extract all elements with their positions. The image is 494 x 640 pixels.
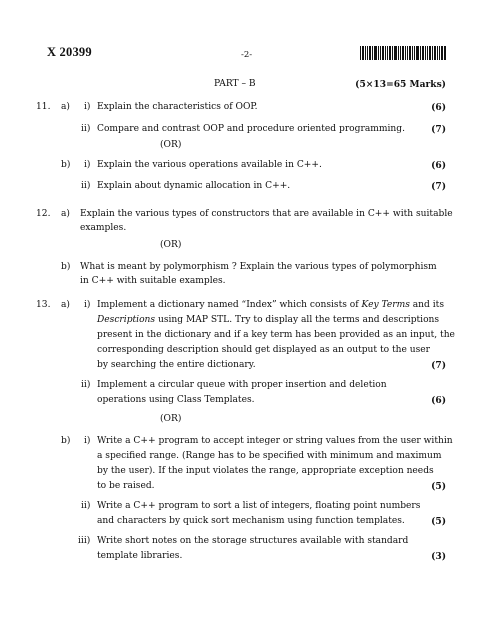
part-marks: (5×13=65 Marks): [355, 79, 446, 90]
q13-b-i-label: i): [84, 436, 91, 446]
q11-a-i-label: i): [84, 102, 91, 112]
q11-b-ii-marks: (7): [431, 181, 446, 192]
q12-or: (OR): [160, 240, 182, 250]
q13-b-label: b): [61, 436, 71, 446]
q12-number: 12.: [36, 209, 51, 219]
q11-or: (OR): [160, 140, 182, 150]
q12-a-line: examples.: [80, 223, 127, 233]
q11-b-i-text: Explain the various operations available in C++.: [97, 160, 322, 170]
q13-a-i-line: present in the dictionary and if a key term has been provided as an input, the: [97, 330, 455, 340]
q11-number: 11.: [36, 102, 51, 112]
q13-a-ii-line: Implement a circular queue with proper insertion and deletion: [97, 380, 387, 390]
q12-a-label: a): [61, 209, 70, 219]
q11-b-ii-label: ii): [81, 181, 91, 191]
q12-b-label: b): [61, 262, 71, 272]
q11-a-i-marks: (6): [431, 102, 446, 113]
q13-a-i-line: corresponding description should get displayed as an output to the user: [97, 345, 431, 355]
page-number: -2-: [241, 50, 253, 60]
q13-b-i-line: Write a C++ program to accept integer or string values from the user within: [97, 436, 453, 446]
q12-b-line: in C++ with suitable examples.: [80, 276, 226, 286]
q11-a-i-text: Explain the characteristics of OOP.: [97, 102, 258, 112]
q11-b-ii-text: Explain about dynamic allocation in C++.: [97, 181, 291, 191]
q11-b-i-marks: (6): [431, 160, 446, 171]
q11-a-ii-marks: (7): [431, 124, 446, 135]
q13-b-iii-line: Write short notes on the storage structures available with standard: [97, 536, 409, 546]
q13-a-ii-marks: (6): [431, 395, 446, 406]
q13-b-iii-label: iii): [78, 536, 91, 546]
q13-b-i-line: to be raised.: [97, 481, 155, 491]
q13-b-i-line: a specified range. (Range has to be specified with minimum and maximum: [97, 451, 442, 461]
q13-a-ii-line: operations using Class Templates.: [97, 395, 255, 405]
q11-b-label: b): [61, 160, 71, 170]
q13-b-ii-label: ii): [81, 501, 91, 511]
q12-b-line: What is meant by polymorphism ? Explain the various types of polymorphism: [80, 262, 437, 272]
q12-a-line: Explain the various types of constructors that are available in C++ with suitable: [80, 209, 453, 219]
q13-b-ii-marks: (5): [431, 516, 446, 527]
paper-code: X 20399: [47, 45, 92, 59]
q13-b-iii-marks: (3): [431, 551, 446, 562]
q13-or: (OR): [160, 414, 182, 424]
part-title: PART – B: [214, 79, 256, 89]
q13-b-ii-line: and characters by quick sort mechanism using function templates.: [97, 516, 405, 526]
q13-a-i-marks: (7): [431, 360, 446, 371]
q11-a-ii-label: ii): [81, 124, 91, 134]
q11-b-i-label: i): [84, 160, 91, 170]
q11-a-label: a): [61, 102, 70, 112]
q13-b-iii-line: template libraries.: [97, 551, 183, 561]
q13-number: 13.: [36, 300, 51, 310]
q13-a-label: a): [61, 300, 70, 310]
barcode: [360, 46, 446, 60]
q13-b-ii-line: Write a C++ program to sort a list of integers, floating point numbers: [97, 501, 421, 511]
q13-a-i-label: i): [84, 300, 91, 310]
q13-a-ii-label: ii): [81, 380, 91, 390]
q13-b-i-marks: (5): [431, 481, 446, 492]
q13-a-i-line: by searching the entire dictionary.: [97, 360, 256, 370]
q11-a-ii-text: Compare and contrast OOP and procedure oriented programming.: [97, 124, 405, 134]
q13-a-i-line1: Implement a dictionary named “Index” which consists of Key Terms and its: [97, 300, 444, 310]
q13-b-i-line: by the user). If the input violates the range, appropriate exception needs: [97, 466, 434, 476]
q13-a-i-line2: Descriptions using MAP STL. Try to display all the terms and descriptions: [97, 315, 440, 325]
